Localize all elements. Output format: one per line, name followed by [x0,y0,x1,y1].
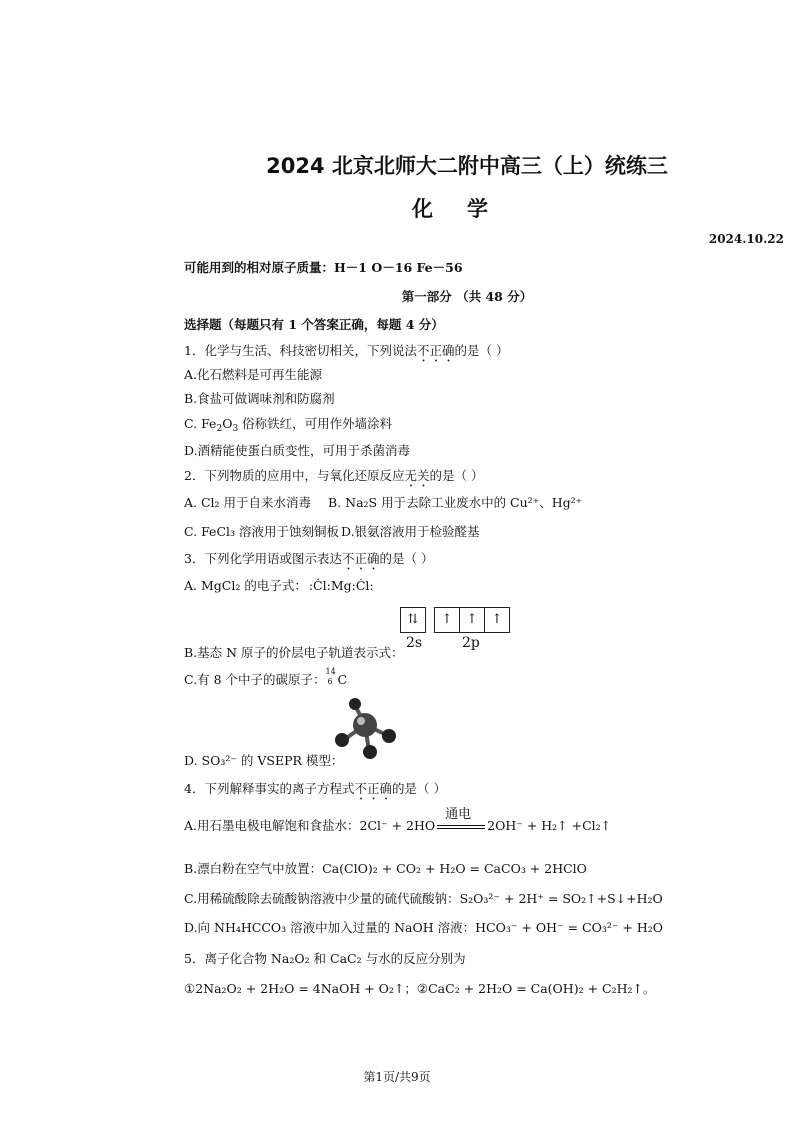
electrolysis-condition: 通电 [445,806,472,822]
q3-stem: 3．下列化学用语或图示表达不正确的是（ ） [184,551,434,566]
q2-option-a: A. Cl₂ 用于自来水消毒 [184,495,312,510]
q2-option-d: D.银氨溶液用于检验醛基 [341,524,480,539]
q2-option-c: C. FeCl₃ 溶液用于蚀刻铜板 [184,524,339,539]
q3-option-b: B.基态 N 原子的价层电子轨道表示式： [184,645,404,660]
q4-option-a: A.用石墨电极电解饱和食盐水：2Cl⁻ + 2HO 通电 2OH⁻ + H₂↑ +Cl₂↑ [184,816,611,834]
q4-option-d: D.向 NH₄HCCO₃ 溶液中加入过量的 NaOH 溶液：HCO₃⁻ + OH⁻ = CO₃²⁻ + H₂O [184,920,664,935]
q5-stem: 5．离子化合物 Na₂O₂ 和 CaC₂ 与水的反应分别为 [184,951,466,966]
q4-stem: 4．下列解释事实的离子方程式不正确的是（ ） [184,781,446,796]
page-footer: 第1页/共9页 [363,1070,431,1084]
q3-option-d: D. SO₃²⁻ 的 VSEPR 模型： [184,753,344,768]
exam-date: 2024.10.22 [708,232,784,246]
q4-option-b: B.漂白粉在空气中放置：Ca(ClO)₂ + CO₂ + H₂O = CaCO₃ + 2HClO [184,861,587,876]
orbital-label-2s: 2s [406,635,423,651]
q1-option-a: A.化石燃料是可再生能源 [184,367,323,382]
q1-option-c: C. $Fe_2O_3$ 俗称铁红，可用作外墙涂料 [184,416,393,434]
q3-option-c: C.有 8 个中子的碳原子： 14 6 C [184,667,348,687]
part-heading: 第一部分 （共 48 分） [401,289,533,304]
atomic-mass-line: 可能用到的相对原子质量：H－1 O－16 Fe－56 [184,260,463,275]
q1-stem: 1．化学与生活、科技密切相关，下列说法不正确的是（ ） [184,343,509,358]
orbital-label-2p: 2p [462,635,480,651]
subject-title: 化学 [412,197,522,221]
section-heading: 选择题（每题只有 1 个答案正确，每题 4 分） [184,317,444,332]
q2-stem: 2．下列物质的应用中，与氧化还原反应无关的是（ ） [184,468,484,483]
orbital-diagram: ⇅ ↑ ↑ ↑ 2s 2p [400,607,510,633]
q4-option-c: C.用稀硫酸除去硫酸钠溶液中少量的硫代硫酸钠：S₂O₃²⁻ + 2H⁺ = SO₂↑+S↓+H₂O [184,891,663,906]
q1-option-d: D.酒精能使蛋白质变性，可用于杀菌消毒 [184,443,411,458]
page-title: 2024 北京北师大二附中高三（上）统练三 [266,154,668,178]
q1-option-b: B.食盐可做调味剂和防腐剂 [184,391,335,406]
q5-equations: ①2Na₂O₂ + 2H₂O = 4NaOH + O₂↑；②CaC₂ + 2H₂O = Ca(OH)₂ + C₂H₂↑。 [184,981,656,996]
mgcl2-electron-formula: :Ċl:Mg:Ċl: [308,578,374,593]
q3-option-a: A. MgCl₂ 的电子式： :Ċl:Mg:Ċl: [184,578,374,593]
q2-option-b: B. Na₂S 用于去除工业废水中的 Cu²⁺、Hg²⁺ [328,495,583,510]
